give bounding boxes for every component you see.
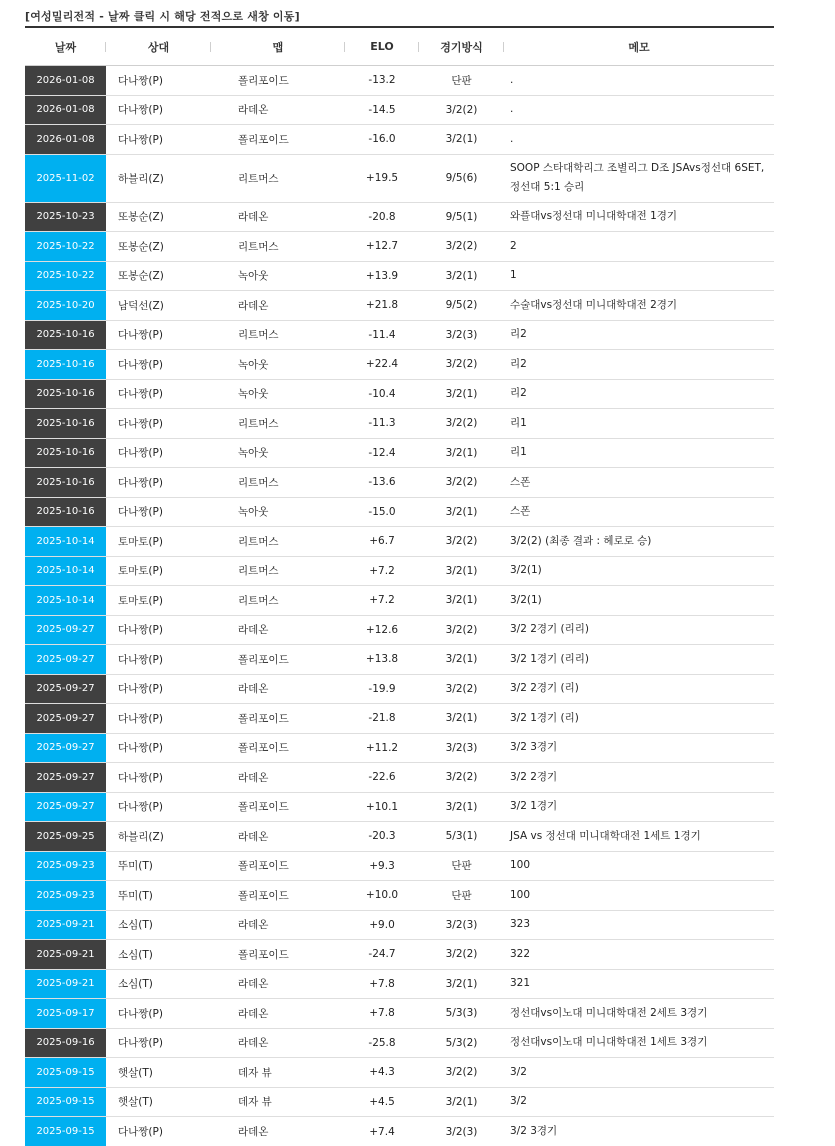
map-cell: 리트머스 [211,232,345,262]
map-cell: 데자 뷰 [211,1087,345,1117]
table-row [25,468,774,498]
date-cell[interactable]: 2026-01-08 [25,125,106,155]
opponent-cell: 다나짱(P) [106,379,211,409]
opponent-cell: 다나짱(P) [106,350,211,380]
date-cell[interactable]: 2025-10-16 [25,379,106,409]
table-row [25,940,774,970]
mode-cell: 3/2(3) [419,910,504,940]
mode-cell: 3/2(1) [419,556,504,586]
map-cell: 폴리포이드 [211,645,345,675]
date-cell[interactable]: 2025-10-16 [25,438,106,468]
memo-cell: 3/2 2경기 [504,763,774,793]
date-cell[interactable]: 2026-01-08 [25,66,106,96]
date-cell[interactable]: 2025-09-21 [25,969,106,999]
date-cell[interactable]: 2025-10-22 [25,232,106,262]
table-row [25,154,774,202]
mode-cell: 3/2(1) [419,1087,504,1117]
table-row [25,1087,774,1117]
memo-cell: 100 [504,851,774,881]
opponent-cell: 남덕선(Z) [106,291,211,321]
date-cell[interactable]: 2025-10-14 [25,586,106,616]
elo-cell: -13.6 [345,468,419,498]
memo-cell: 정선대vs이노대 미니대학대전 1세트 3경기 [504,1028,774,1058]
opponent-cell: 토마토(P) [106,527,211,557]
date-cell[interactable]: 2025-09-16 [25,1028,106,1058]
memo-cell: JSA vs 정선대 미니대학대전 1세트 1경기 [504,822,774,852]
opponent-cell: 다나짱(P) [106,674,211,704]
opponent-cell: 다나짱(P) [106,763,211,793]
table-header-row [25,28,774,66]
column-header-date: 날짜 [25,28,106,66]
date-cell[interactable]: 2026-01-08 [25,95,106,125]
memo-cell: SOOP 스타대학리그 조별리그 D조 JSAvs정선대 6SET,정선대 5:1 승리 [504,154,774,202]
map-cell: 라데온 [211,674,345,704]
date-cell[interactable]: 2025-09-27 [25,615,106,645]
mode-cell: 9/5(6) [419,154,504,202]
elo-cell: -11.3 [345,409,419,439]
opponent-cell: 하블리(Z) [106,822,211,852]
page-caption: [여성밀리전적 - 날짜 클릭 시 해당 전적으로 새창 이동] [25,8,774,26]
opponent-cell: 토마토(P) [106,556,211,586]
elo-cell: +7.8 [345,969,419,999]
map-cell: 리트머스 [211,320,345,350]
table-row [25,881,774,911]
map-cell: 라데온 [211,1117,345,1146]
opponent-cell: 다나짱(P) [106,409,211,439]
mode-cell: 3/2(1) [419,261,504,291]
mode-cell: 3/2(2) [419,95,504,125]
mode-cell: 5/3(3) [419,999,504,1029]
table-row [25,586,774,616]
map-cell: 라데온 [211,95,345,125]
elo-cell: +21.8 [345,291,419,321]
elo-cell: +12.6 [345,615,419,645]
mode-cell: 3/2(1) [419,379,504,409]
mode-cell: 3/2(3) [419,1117,504,1146]
date-cell[interactable]: 2025-10-23 [25,202,106,232]
opponent-cell: 다나짱(P) [106,645,211,675]
table-row [25,125,774,155]
map-cell: 리트머스 [211,556,345,586]
table-row [25,95,774,125]
map-cell: 라데온 [211,822,345,852]
elo-cell: -10.4 [345,379,419,409]
opponent-cell: 하블리(Z) [106,154,211,202]
mode-cell: 3/2(2) [419,409,504,439]
elo-cell: +6.7 [345,527,419,557]
opponent-cell: 소심(T) [106,910,211,940]
table-row [25,674,774,704]
opponent-cell: 다나짱(P) [106,792,211,822]
date-cell[interactable]: 2025-09-27 [25,733,106,763]
mode-cell: 3/2(1) [419,969,504,999]
map-cell: 녹아웃 [211,497,345,527]
column-header-map: 맵 [211,28,345,66]
map-cell: 라데온 [211,615,345,645]
mode-cell: 3/2(2) [419,615,504,645]
map-cell: 녹아웃 [211,261,345,291]
opponent-cell: 다나짱(P) [106,704,211,734]
opponent-cell: 다나짱(P) [106,66,211,96]
elo-cell: -14.5 [345,95,419,125]
map-cell: 라데온 [211,969,345,999]
memo-cell: 정선대vs이노대 미니대학대전 2세트 3경기 [504,999,774,1029]
opponent-cell: 다나짱(P) [106,95,211,125]
table-row [25,350,774,380]
table-row [25,969,774,999]
elo-cell: -11.4 [345,320,419,350]
date-cell[interactable]: 2025-10-16 [25,409,106,439]
elo-cell: -12.4 [345,438,419,468]
map-cell: 라데온 [211,999,345,1029]
date-cell[interactable]: 2025-09-21 [25,910,106,940]
elo-cell: +13.8 [345,645,419,675]
memo-cell: 3/2(1) [504,586,774,616]
memo-cell: 3/2 [504,1087,774,1117]
table-row [25,556,774,586]
opponent-cell: 햇살(T) [106,1058,211,1088]
date-cell[interactable]: 2025-09-15 [25,1117,106,1146]
date-cell[interactable]: 2025-09-15 [25,1087,106,1117]
column-header-elo: ELO [345,28,419,66]
map-cell: 라데온 [211,910,345,940]
table-row [25,1028,774,1058]
date-cell[interactable]: 2025-09-21 [25,940,106,970]
column-header-opponent: 상대 [106,28,211,66]
mode-cell: 3/2(2) [419,763,504,793]
memo-cell: 리2 [504,350,774,380]
table-row [25,792,774,822]
elo-cell: +13.9 [345,261,419,291]
map-cell: 녹아웃 [211,379,345,409]
opponent-cell: 햇살(T) [106,1087,211,1117]
elo-cell: -15.0 [345,497,419,527]
table-row [25,202,774,232]
mode-cell: 3/2(3) [419,320,504,350]
memo-cell: 리2 [504,320,774,350]
opponent-cell: 또봉순(Z) [106,232,211,262]
table-body [25,66,774,1146]
mode-cell: 5/3(1) [419,822,504,852]
map-cell: 리트머스 [211,154,345,202]
date-cell[interactable]: 2025-09-23 [25,851,106,881]
memo-cell: 3/2 1경기 (리) [504,704,774,734]
map-cell: 폴리포이드 [211,66,345,96]
map-cell: 라데온 [211,763,345,793]
map-cell: 폴리포이드 [211,125,345,155]
memo-cell: 321 [504,969,774,999]
map-cell: 라데온 [211,1028,345,1058]
map-cell: 리트머스 [211,468,345,498]
map-cell: 리트머스 [211,527,345,557]
table-row [25,1117,774,1146]
elo-cell: +22.4 [345,350,419,380]
date-cell[interactable]: 2025-10-16 [25,350,106,380]
table-row [25,497,774,527]
memo-cell: . [504,125,774,155]
table-row [25,763,774,793]
mode-cell: 3/2(1) [419,125,504,155]
memo-cell: . [504,95,774,125]
date-cell[interactable]: 2025-09-25 [25,822,106,852]
opponent-cell: 다나짱(P) [106,320,211,350]
table-row [25,66,774,96]
opponent-cell: 토마토(P) [106,586,211,616]
date-cell[interactable]: 2025-11-02 [25,154,106,202]
map-cell: 리트머스 [211,409,345,439]
elo-cell: +4.3 [345,1058,419,1088]
mode-cell: 3/2(2) [419,468,504,498]
memo-cell: 322 [504,940,774,970]
date-cell[interactable]: 2025-09-17 [25,999,106,1029]
table-row [25,527,774,557]
table-row [25,261,774,291]
date-cell[interactable]: 2025-10-22 [25,261,106,291]
mode-cell: 9/5(1) [419,202,504,232]
map-cell: 라데온 [211,202,345,232]
elo-cell: +19.5 [345,154,419,202]
mode-cell: 3/2(2) [419,1058,504,1088]
memo-cell: 리2 [504,379,774,409]
memo-cell: 3/2 [504,1058,774,1088]
date-cell[interactable]: 2025-10-16 [25,497,106,527]
opponent-cell: 소심(T) [106,969,211,999]
mode-cell: 9/5(2) [419,291,504,321]
date-cell[interactable]: 2025-09-27 [25,674,106,704]
map-cell: 데자 뷰 [211,1058,345,1088]
opponent-cell: 다나짱(P) [106,468,211,498]
date-cell[interactable]: 2025-10-16 [25,320,106,350]
opponent-cell: 다나짱(P) [106,615,211,645]
elo-cell: -24.7 [345,940,419,970]
opponent-cell: 다나짱(P) [106,999,211,1029]
mode-cell: 5/3(2) [419,1028,504,1058]
elo-cell: +12.7 [345,232,419,262]
mode-cell: 3/2(1) [419,438,504,468]
memo-cell: 3/2 3경기 [504,1117,774,1146]
map-cell: 폴리포이드 [211,940,345,970]
mode-cell: 3/2(2) [419,350,504,380]
column-header-memo: 메모 [504,28,774,66]
memo-cell: 스폰 [504,497,774,527]
mode-cell: 3/2(1) [419,704,504,734]
mode-cell: 3/2(3) [419,733,504,763]
memo-cell: 3/2 2경기 (리리) [504,615,774,645]
mode-cell: 3/2(1) [419,792,504,822]
opponent-cell: 다나짱(P) [106,733,211,763]
date-cell[interactable]: 2025-10-14 [25,527,106,557]
mode-cell: 3/2(1) [419,645,504,675]
table-row [25,409,774,439]
map-cell: 폴리포이드 [211,704,345,734]
date-cell[interactable]: 2025-09-27 [25,763,106,793]
table-row [25,822,774,852]
map-cell: 녹아웃 [211,438,345,468]
date-cell[interactable]: 2025-09-27 [25,704,106,734]
map-cell: 녹아웃 [211,350,345,380]
memo-cell: 리1 [504,438,774,468]
memo-cell: 3/2(1) [504,556,774,586]
mode-cell: 단판 [419,881,504,911]
table-row [25,851,774,881]
table-row [25,320,774,350]
elo-cell: +9.3 [345,851,419,881]
mode-cell: 단판 [419,66,504,96]
memo-cell: 3/2 1경기 (리리) [504,645,774,675]
table-row [25,645,774,675]
opponent-cell: 또봉순(Z) [106,202,211,232]
elo-cell: +7.4 [345,1117,419,1146]
date-cell[interactable]: 2025-09-27 [25,645,106,675]
elo-cell: +11.2 [345,733,419,763]
elo-cell: +10.0 [345,881,419,911]
opponent-cell: 다나짱(P) [106,1028,211,1058]
opponent-cell: 다나짱(P) [106,125,211,155]
record-table [25,28,774,1146]
memo-cell: 와플대vs정선대 미니대학대전 1경기 [504,202,774,232]
elo-cell: +4.5 [345,1087,419,1117]
table-row [25,379,774,409]
table-row [25,704,774,734]
memo-cell: 3/2 3경기 [504,733,774,763]
date-cell[interactable]: 2025-09-27 [25,792,106,822]
record-panel [25,8,774,1146]
table-row [25,232,774,262]
mode-cell: 3/2(1) [419,497,504,527]
map-cell: 폴리포이드 [211,792,345,822]
memo-cell: 3/2 2경기 (리) [504,674,774,704]
opponent-cell: 다나짱(P) [106,438,211,468]
memo-cell: 스폰 [504,468,774,498]
elo-cell: +7.8 [345,999,419,1029]
date-cell[interactable]: 2025-10-16 [25,468,106,498]
memo-cell: 수술대vs정선대 미니대학대전 2경기 [504,291,774,321]
mode-cell: 단판 [419,851,504,881]
elo-cell: -22.6 [345,763,419,793]
mode-cell: 3/2(2) [419,940,504,970]
map-cell: 폴리포이드 [211,851,345,881]
date-cell[interactable]: 2025-10-20 [25,291,106,321]
mode-cell: 3/2(2) [419,232,504,262]
memo-cell: 3/2(2) (최종 결과 : 헤로로 승) [504,527,774,557]
memo-cell: 2 [504,232,774,262]
table-row [25,291,774,321]
date-cell[interactable]: 2025-09-15 [25,1058,106,1088]
mode-cell: 3/2(2) [419,527,504,557]
column-header-mode: 경기방식 [419,28,504,66]
elo-cell: -20.3 [345,822,419,852]
map-cell: 라데온 [211,291,345,321]
elo-cell: -25.8 [345,1028,419,1058]
opponent-cell: 소심(T) [106,940,211,970]
memo-cell: 3/2 1경기 [504,792,774,822]
map-cell: 폴리포이드 [211,881,345,911]
date-cell[interactable]: 2025-09-23 [25,881,106,911]
elo-cell: -16.0 [345,125,419,155]
mode-cell: 3/2(1) [419,586,504,616]
elo-cell: -21.8 [345,704,419,734]
table-row [25,999,774,1029]
table-row [25,910,774,940]
memo-cell: 100 [504,881,774,911]
mode-cell: 3/2(2) [419,674,504,704]
memo-cell: . [504,66,774,96]
memo-cell: 323 [504,910,774,940]
opponent-cell: 다나짱(P) [106,1117,211,1146]
elo-cell: +9.0 [345,910,419,940]
map-cell: 리트머스 [211,586,345,616]
elo-cell: +7.2 [345,586,419,616]
elo-cell: +10.1 [345,792,419,822]
memo-cell: 1 [504,261,774,291]
memo-cell: 리1 [504,409,774,439]
elo-cell: -13.2 [345,66,419,96]
table-row [25,615,774,645]
map-cell: 폴리포이드 [211,733,345,763]
elo-cell: -20.8 [345,202,419,232]
elo-cell: -19.9 [345,674,419,704]
table-row [25,1058,774,1088]
opponent-cell: 뚜미(T) [106,851,211,881]
elo-cell: +7.2 [345,556,419,586]
opponent-cell: 또봉순(Z) [106,261,211,291]
table-row [25,438,774,468]
opponent-cell: 다나짱(P) [106,497,211,527]
date-cell[interactable]: 2025-10-14 [25,556,106,586]
opponent-cell: 뚜미(T) [106,881,211,911]
table-row [25,733,774,763]
